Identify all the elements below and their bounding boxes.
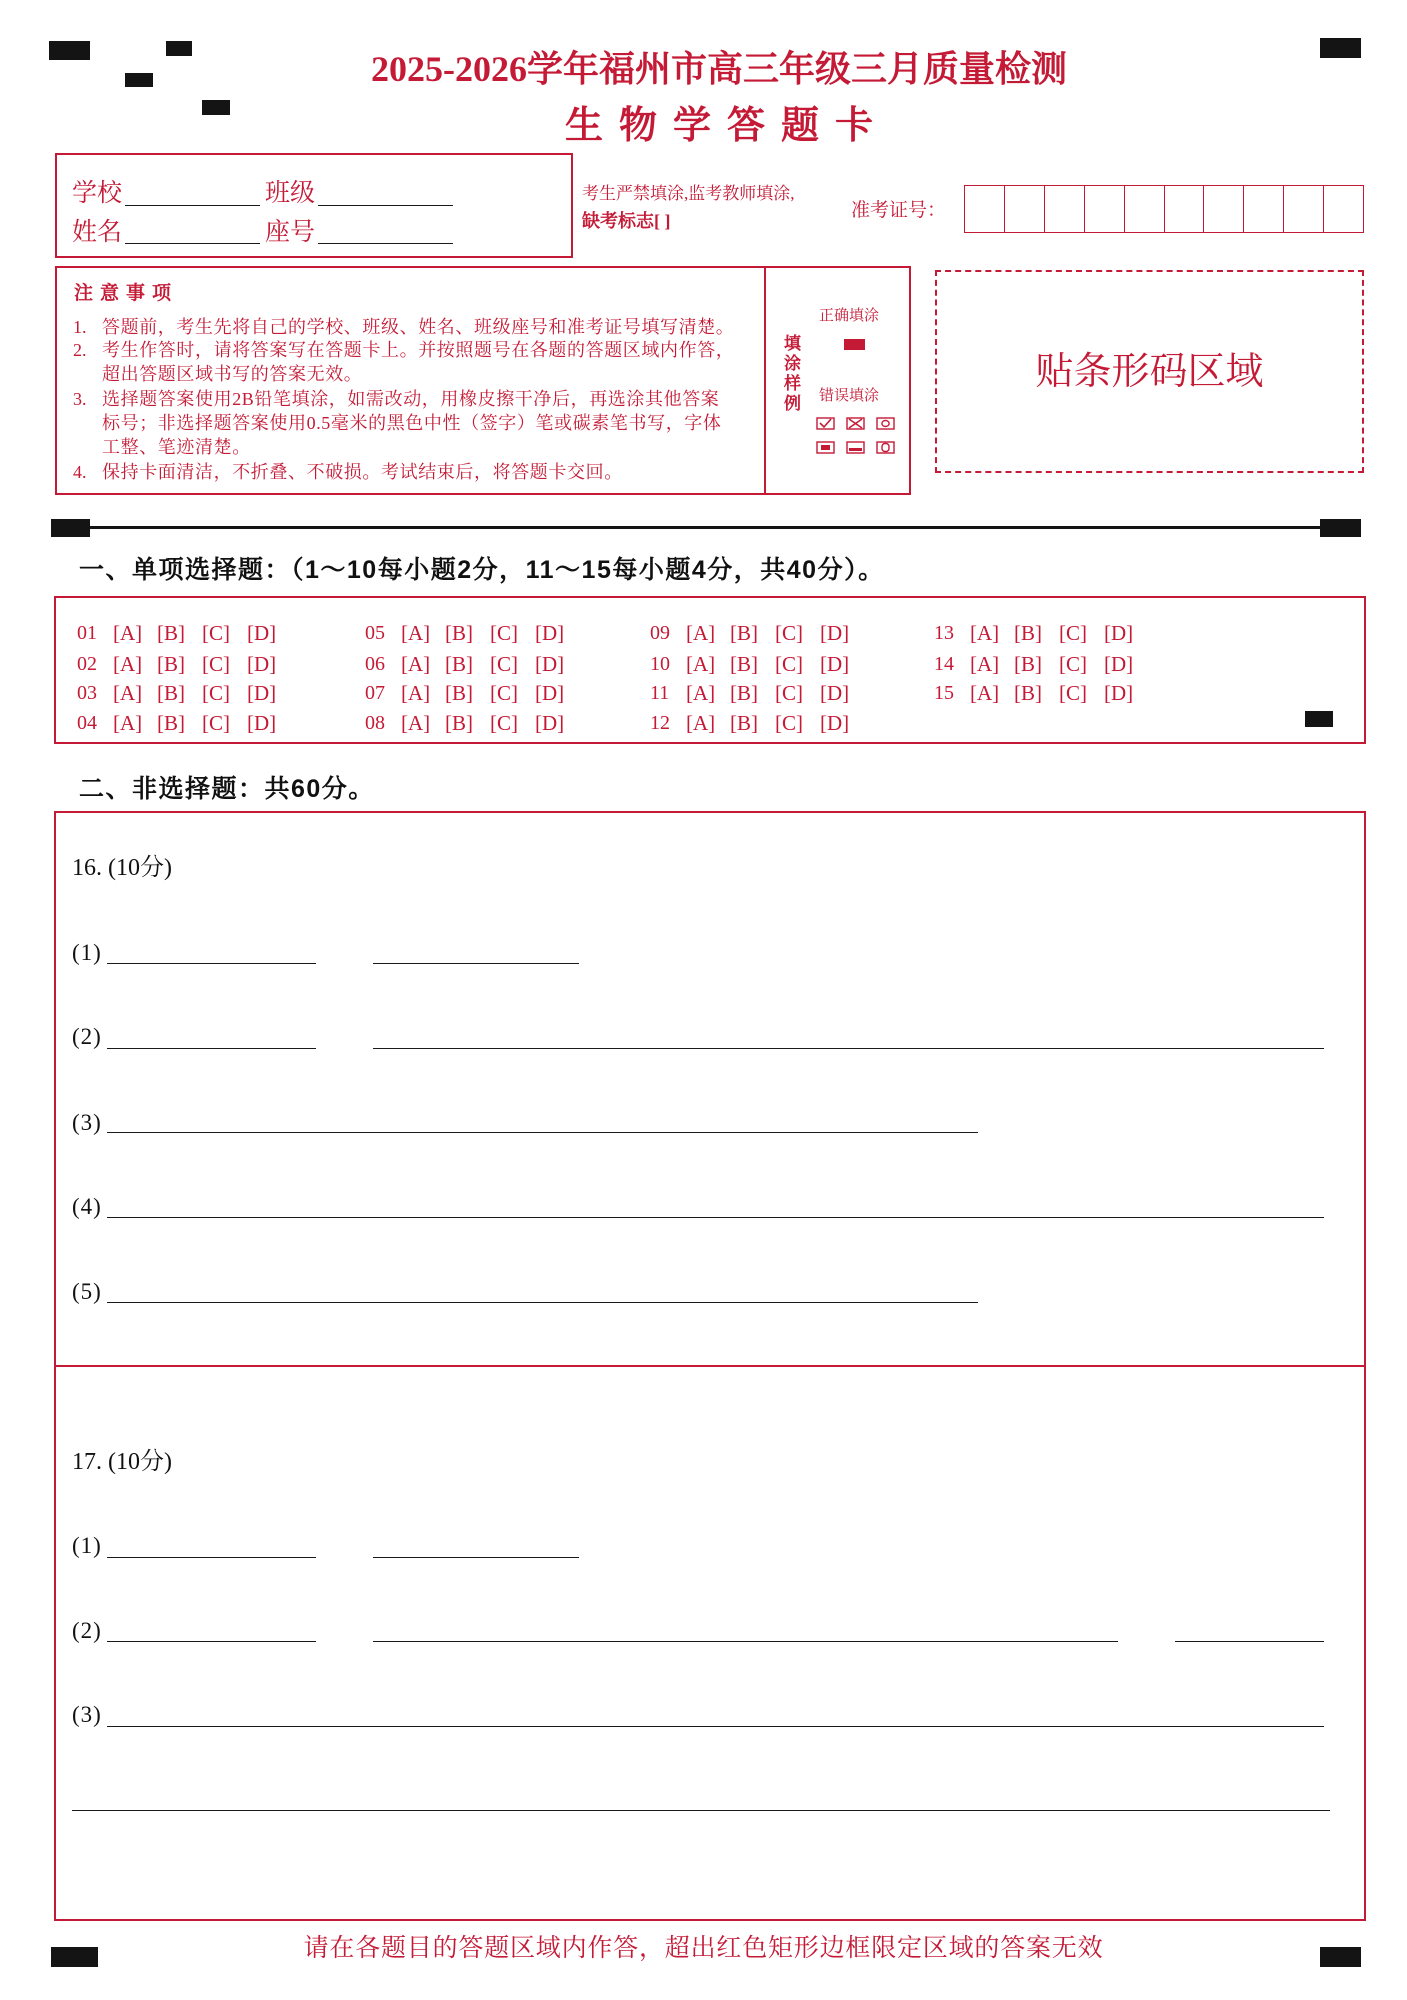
exam-id-cell[interactable] [1004, 186, 1044, 232]
option-c-bubble[interactable]: [C] [1059, 621, 1087, 645]
exam-id-cell[interactable] [1164, 186, 1204, 232]
question-number: 05 [365, 622, 385, 644]
alignment-marker [1305, 711, 1333, 727]
question-number: 11 [650, 682, 670, 704]
answer-line[interactable] [107, 1726, 1324, 1727]
notice-divider [764, 266, 766, 495]
exam-id-cell[interactable] [1203, 186, 1243, 232]
answer-line[interactable] [373, 963, 579, 964]
question-number: 15 [934, 682, 954, 704]
absent-mark[interactable]: 缺考标志[ ] [582, 211, 671, 231]
notice-title: 注意事项 [74, 283, 179, 304]
alignment-marker [1320, 38, 1361, 58]
option-a-bubble[interactable]: [A] [113, 621, 143, 645]
option-a-bubble[interactable]: [A] [113, 681, 143, 705]
school-field[interactable] [125, 205, 260, 206]
cross-box-icon [846, 417, 865, 430]
option-a-bubble[interactable]: [A] [686, 621, 716, 645]
option-d-bubble[interactable]: [D] [1104, 681, 1134, 705]
barcode-area [935, 270, 1364, 473]
question-number: 14 [934, 653, 954, 675]
notice-item-line: 标号；非选择题答案使用0.5毫米的黑色中性（签字）笔或碳素笔书写，字体 [102, 413, 722, 433]
notice-item-line: 选择题答案使用2B铅笔填涂，如需改动，用橡皮擦干净后，再选涂其他答案 [102, 389, 720, 409]
option-d-bubble[interactable]: [D] [535, 652, 565, 676]
option-b-bubble[interactable]: [B] [730, 711, 758, 735]
option-b-bubble[interactable]: [B] [1014, 621, 1042, 645]
option-c-bubble[interactable]: [C] [775, 711, 803, 735]
option-d-bubble[interactable]: [D] [247, 711, 277, 735]
option-b-bubble[interactable]: [B] [157, 652, 185, 676]
choice-question-05 [365, 621, 595, 645]
choice-question-02 [77, 652, 307, 676]
option-a-bubble[interactable]: [A] [401, 711, 431, 735]
barcode-label: 贴条形码区域 [1035, 350, 1264, 393]
option-b-bubble[interactable]: [B] [157, 711, 185, 735]
option-c-bubble[interactable]: [C] [202, 711, 230, 735]
option-c-bubble[interactable]: [C] [490, 652, 518, 676]
option-d-bubble[interactable]: [D] [247, 621, 277, 645]
option-c-bubble[interactable]: [C] [490, 621, 518, 645]
choice-question-12 [650, 711, 880, 735]
fill-sample-title: 填涂样例 [781, 334, 800, 414]
question-16-title: 16. (10分) [72, 855, 172, 881]
option-c-bubble[interactable]: [C] [202, 652, 230, 676]
name-field[interactable] [125, 243, 260, 244]
choice-question-01 [77, 621, 307, 645]
answer-line[interactable] [373, 1641, 1118, 1642]
option-a-bubble[interactable]: [A] [686, 681, 716, 705]
exam-id-cell[interactable] [1283, 186, 1323, 232]
answer-line[interactable] [107, 963, 316, 964]
correct-fill-label: 正确填涂 [819, 308, 880, 324]
option-c-bubble[interactable]: [C] [1059, 681, 1087, 705]
check-box-icon [816, 417, 835, 430]
choice-question-13 [934, 621, 1164, 645]
option-a-bubble[interactable]: [A] [970, 681, 1000, 705]
sheet-subtitle: 生物学答题卡 [564, 105, 889, 147]
option-c-bubble[interactable]: [C] [202, 681, 230, 705]
option-c-bubble[interactable]: [C] [775, 681, 803, 705]
notice-item-line: 工整、笔迹清楚。 [102, 437, 251, 457]
option-b-bubble[interactable]: [B] [445, 681, 473, 705]
option-b-bubble[interactable]: [B] [157, 681, 185, 705]
question-divider [54, 1365, 1366, 1367]
notice-item-number: 4. [73, 462, 87, 482]
exam-title: 2025-2026学年福州市高三年级三月质量检测 [371, 49, 1067, 89]
answer-line[interactable] [107, 1132, 978, 1133]
wrong-fill-label: 错误填涂 [819, 388, 880, 404]
option-a-bubble[interactable]: [A] [113, 652, 143, 676]
seat-field[interactable] [318, 243, 453, 244]
alignment-marker [125, 73, 153, 87]
footer-note: 请在各题目的答题区域内作答，超出红色矩形边框限定区域的答案无效 [303, 1935, 1104, 1962]
option-d-bubble[interactable]: [D] [247, 681, 277, 705]
answer-line[interactable] [1175, 1641, 1324, 1642]
question-number: 13 [934, 622, 954, 644]
oval-box-icon [876, 441, 895, 454]
option-a-bubble[interactable]: [A] [970, 652, 1000, 676]
answer-line[interactable] [72, 1810, 1330, 1811]
alignment-marker [1320, 519, 1361, 537]
alignment-marker [1320, 1947, 1361, 1967]
question-number: 02 [77, 653, 97, 675]
alignment-marker [51, 1947, 98, 1967]
choice-question-15 [934, 681, 1164, 705]
option-d-bubble[interactable]: [D] [535, 711, 565, 735]
option-a-bubble[interactable]: [A] [113, 711, 143, 735]
option-b-bubble[interactable]: [B] [1014, 652, 1042, 676]
choice-question-14 [934, 652, 1164, 676]
part-label: (4) [72, 1194, 102, 1219]
option-d-bubble[interactable]: [D] [820, 652, 850, 676]
option-d-bubble[interactable]: [D] [820, 621, 850, 645]
filled-mark-icon [844, 339, 865, 350]
school-label: 学校 [72, 180, 123, 207]
choice-question-06 [365, 652, 595, 676]
exam-id-cell[interactable] [1124, 186, 1164, 232]
option-c-bubble[interactable]: [C] [490, 681, 518, 705]
option-b-bubble[interactable]: [B] [157, 621, 185, 645]
part-label: (1) [72, 940, 102, 965]
choice-question-07 [365, 681, 595, 705]
choice-question-08 [365, 711, 595, 735]
notice-item-line: 保持卡面清洁，不折叠、不破损。考试结束后，将答题卡交回。 [102, 462, 623, 482]
section-divider [90, 526, 1320, 529]
choice-question-11 [650, 681, 880, 705]
notice-item-number: 1. [73, 317, 87, 337]
option-d-bubble[interactable]: [D] [820, 711, 850, 735]
option-a-bubble[interactable]: [A] [401, 652, 431, 676]
answer-line[interactable] [107, 1048, 316, 1049]
option-c-bubble[interactable]: [C] [775, 652, 803, 676]
question-number: 06 [365, 653, 385, 675]
part-label: (2) [72, 1024, 102, 1049]
choice-question-04 [77, 711, 307, 735]
notice-item-line: 考生作答时，请将答案写在答题卡上。并按照题号在各题的答题区域内作答， [102, 340, 735, 360]
question-17-title: 17. (10分) [72, 1449, 172, 1475]
question-number: 03 [77, 682, 97, 704]
question-number: 10 [650, 653, 670, 675]
option-b-bubble[interactable]: [B] [445, 711, 473, 735]
part-label: (3) [72, 1702, 102, 1727]
alignment-marker [51, 519, 90, 537]
alignment-marker [166, 41, 192, 56]
question-number: 08 [365, 712, 385, 734]
option-b-bubble[interactable]: [B] [1014, 681, 1042, 705]
option-d-bubble[interactable]: [D] [535, 621, 565, 645]
part-label: (3) [72, 1110, 102, 1135]
section1-heading: 一、单项选择题：（1～10每小题2分，11～15每小题4分，共40分）。 [79, 556, 885, 584]
notice-item-line: 超出答题区域书写的答案无效。 [102, 364, 363, 384]
question-number: 01 [77, 622, 97, 644]
answer-line[interactable] [373, 1048, 1324, 1049]
answer-line[interactable] [373, 1557, 579, 1558]
option-b-bubble[interactable]: [B] [445, 621, 473, 645]
notice-item-number: 2. [73, 340, 87, 360]
answer-line[interactable] [107, 1641, 316, 1642]
option-c-bubble[interactable]: [C] [775, 621, 803, 645]
option-a-bubble[interactable]: [A] [686, 711, 716, 735]
circle-box-icon [876, 417, 895, 430]
part-label: (2) [72, 1618, 102, 1643]
option-d-bubble[interactable]: [D] [247, 652, 277, 676]
exam-id-cell[interactable] [1243, 186, 1283, 232]
answer-line[interactable] [107, 1302, 978, 1303]
section2-heading: 二、非选择题：共60分。 [79, 775, 375, 803]
option-b-bubble[interactable]: [B] [445, 652, 473, 676]
option-d-bubble[interactable]: [D] [535, 681, 565, 705]
notice-item-number: 3. [73, 389, 87, 409]
name-label: 姓名 [72, 219, 123, 246]
seat-label: 座号 [265, 219, 316, 246]
answer-line[interactable] [107, 1557, 316, 1558]
option-a-bubble[interactable]: [A] [401, 621, 431, 645]
exam-id-cell[interactable] [965, 186, 1004, 232]
question-number: 12 [650, 712, 670, 734]
class-field[interactable] [318, 205, 453, 206]
class-label: 班级 [265, 180, 316, 207]
question-number: 04 [77, 712, 97, 734]
exam-id-label: 准考证号： [851, 200, 947, 221]
option-a-bubble[interactable]: [A] [686, 652, 716, 676]
option-c-bubble[interactable]: [C] [490, 711, 518, 735]
option-c-bubble[interactable]: [C] [1059, 652, 1087, 676]
alignment-marker [49, 41, 90, 60]
choice-question-10 [650, 652, 880, 676]
option-a-bubble[interactable]: [A] [401, 681, 431, 705]
part-label: (1) [72, 1533, 102, 1558]
option-d-bubble[interactable]: [D] [820, 681, 850, 705]
option-c-bubble[interactable]: [C] [202, 621, 230, 645]
option-b-bubble[interactable]: [B] [730, 681, 758, 705]
option-a-bubble[interactable]: [A] [970, 621, 1000, 645]
exam-id-cell[interactable] [1323, 186, 1363, 232]
notice-item-line: 答题前，考生先将自己的学校、班级、姓名、班级座号和准考证号填写清楚。 [102, 317, 735, 337]
inner-fill-box-icon [816, 441, 835, 454]
exam-id-cell[interactable] [1084, 186, 1124, 232]
choice-question-09 [650, 621, 880, 645]
answer-line[interactable] [107, 1217, 1324, 1218]
proctor-note: 考生严禁填涂,监考教师填涂, [582, 184, 795, 203]
option-d-bubble[interactable]: [D] [1104, 652, 1134, 676]
option-d-bubble[interactable]: [D] [1104, 621, 1134, 645]
alignment-marker [202, 100, 230, 115]
question-number: 09 [650, 622, 670, 644]
exam-id-cell[interactable] [1044, 186, 1084, 232]
choice-question-03 [77, 681, 307, 705]
question-number: 07 [365, 682, 385, 704]
bottom-fill-box-icon [846, 441, 865, 454]
part-label: (5) [72, 1279, 102, 1304]
exam-id-grid [964, 185, 1364, 233]
option-b-bubble[interactable]: [B] [730, 652, 758, 676]
option-b-bubble[interactable]: [B] [730, 621, 758, 645]
